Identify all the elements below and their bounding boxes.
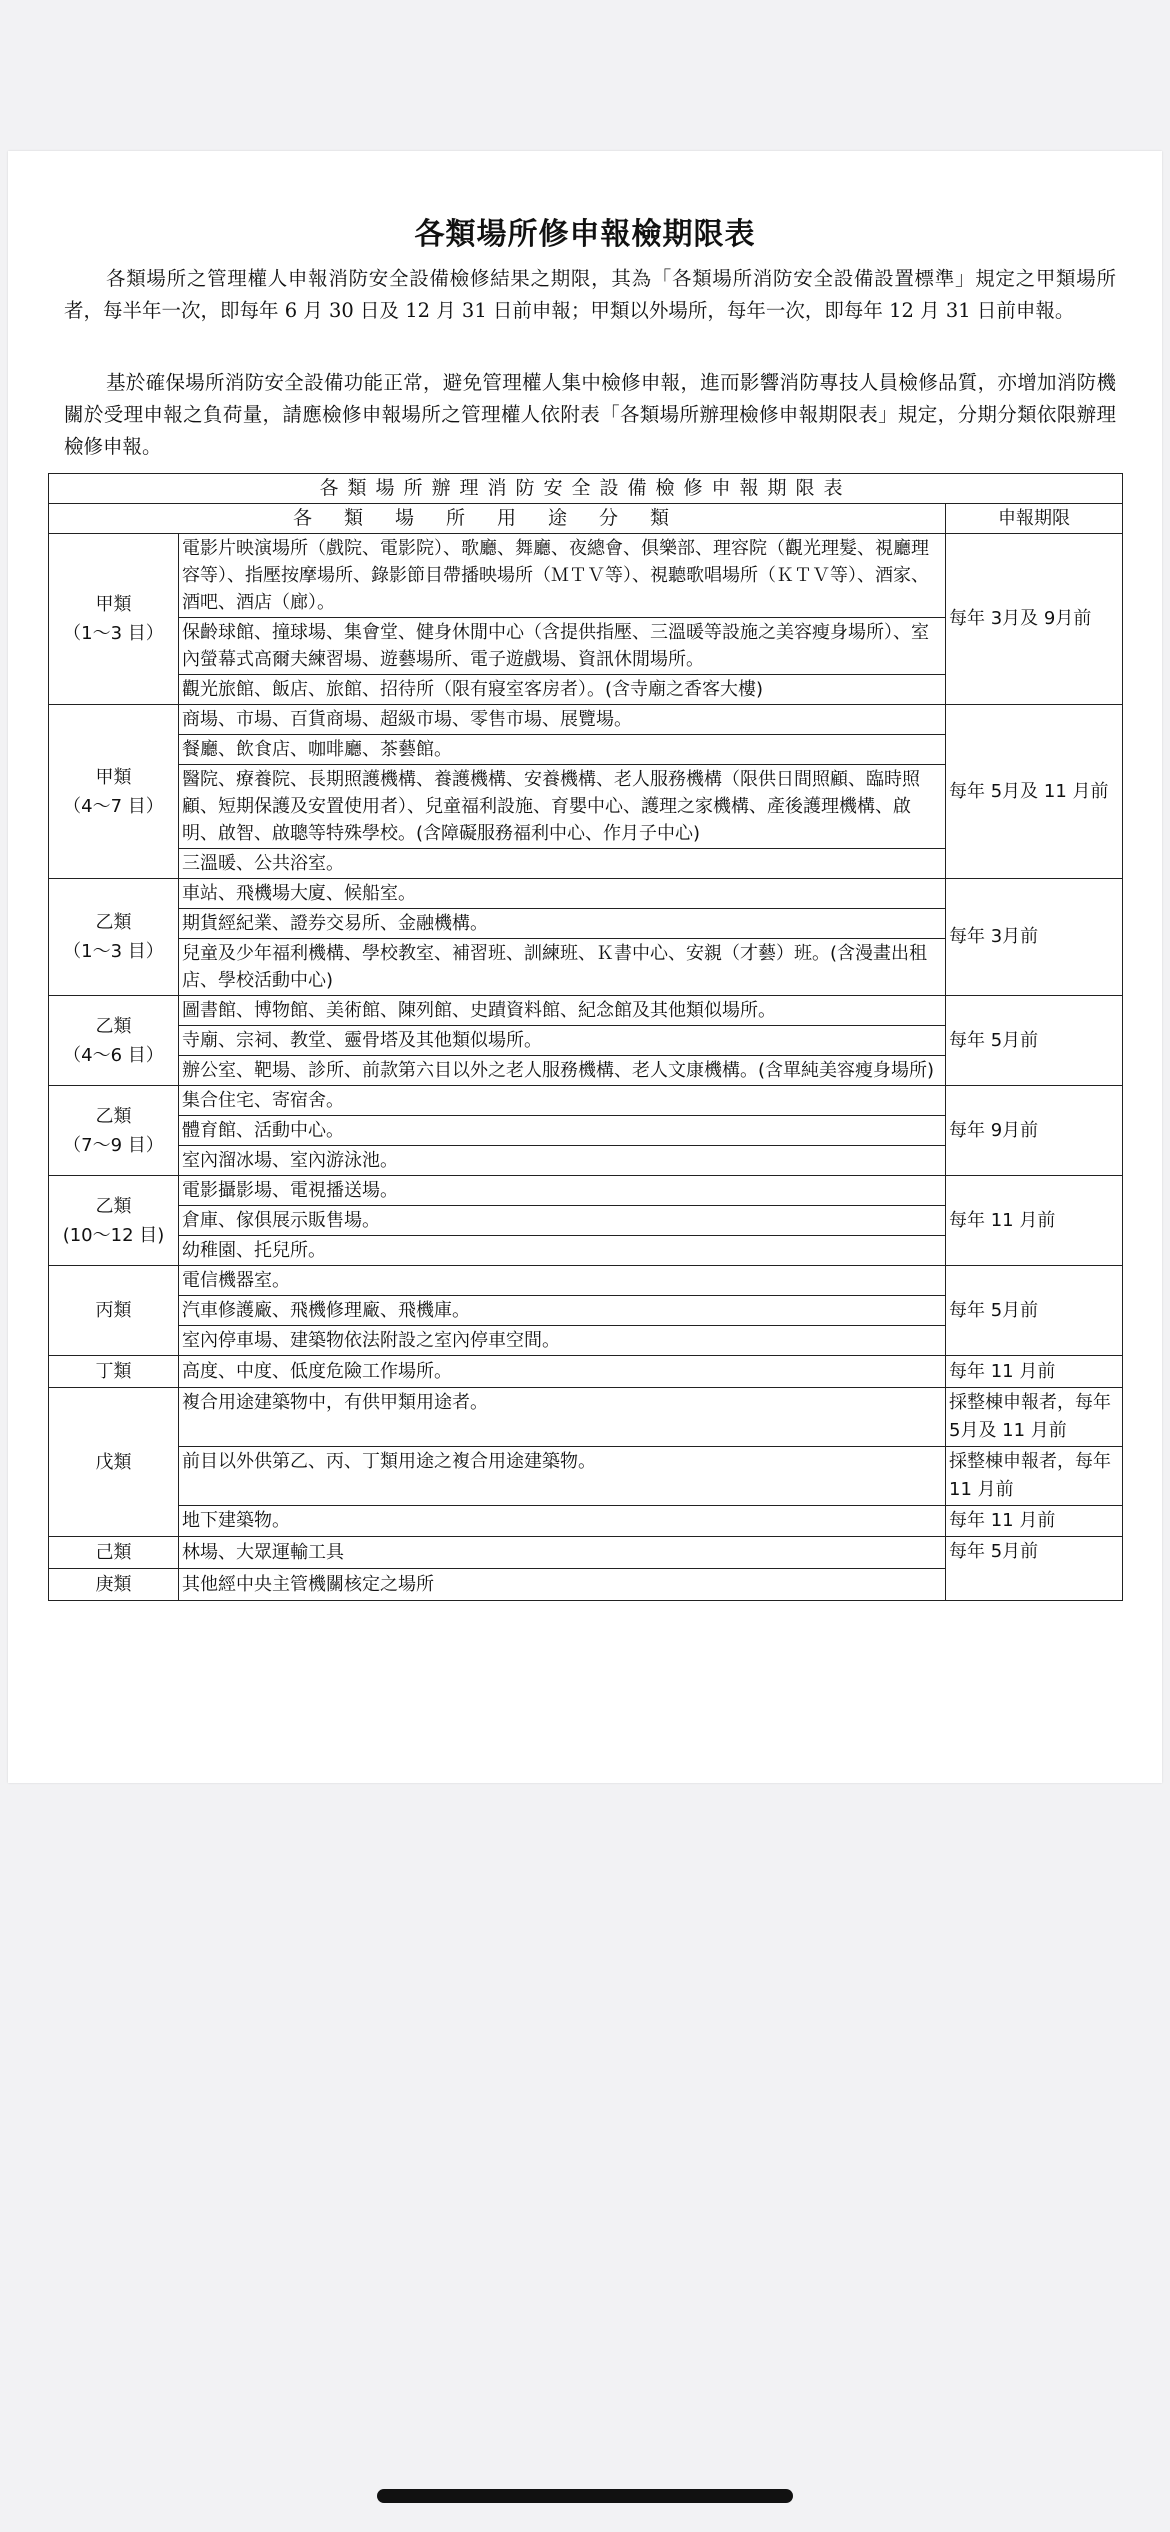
category-name: 乙類 [95,912,132,933]
use-item: 三溫暖、公共浴室。 [179,849,946,879]
use-item: 電影片映演場所（戲院、電影院）、歌廳、舞廳、夜總會、俱樂部、理容院（觀光理髮、視廳理容等）、指壓按摩場所、錄影節目帶播映場所（ＭＴＶ等）、視聽歌唱場所（ＫＴＶ等）、酒家、酒吧、酒店（廊）。 [179,534,946,618]
use-item: 電信機器室。 [179,1266,946,1296]
use-item: 體育館、活動中心。 [179,1116,946,1146]
category-cell [49,1176,179,1266]
use-item: 倉庫、傢俱展示販售場。 [179,1206,946,1236]
use-item: 車站、飛機場大廈、候船室。 [179,879,946,909]
deadline-cell: 採整棟申報者，每年 5月及 11 月前 [946,1388,1123,1447]
category-range: （4～7 目） [63,795,164,817]
table-row [49,1537,1123,1569]
category-cell [49,705,179,879]
table-row [49,1506,1123,1537]
category-name: 丁類 [95,1361,132,1382]
column-header-deadline: 申報期限 [946,504,1123,534]
use-item: 兒童及少年福利機構、學校教室、補習班、訓練班、Ｋ書中心、安親（才藝）班。(含漫畫出租店、學校活動中心) [179,939,946,996]
deadline-cell: 每年 5月前 [946,1266,1123,1356]
category-name: 乙類 [95,1015,132,1037]
table-caption: 各類場所辦理消防安全設備檢修申報期限表 [49,474,1123,504]
home-indicator[interactable] [377,2489,793,2503]
deadline-cell: 每年 5月前 [946,1537,1123,1601]
deadline-cell: 每年 11 月前 [946,1506,1123,1537]
category-cell [49,534,179,705]
use-item: 其他經中央主管機關核定之場所 [179,1569,946,1601]
deadline-cell: 每年 9月前 [946,1086,1123,1176]
category-range: （7～9 目） [63,1134,164,1156]
table-row [49,1266,1123,1296]
category-cell: 己類 [49,1537,179,1569]
use-item: 室內溜冰場、室內游泳池。 [179,1146,946,1176]
category-name: 丙類 [95,1300,132,1321]
table-row [49,996,1123,1026]
use-item: 餐廳、飲食店、咖啡廳、茶藝館。 [179,735,946,765]
use-item: 寺廟、宗祠、教堂、靈骨塔及其他類似場所。 [179,1026,946,1056]
use-item: 集合住宅、寄宿舍。 [179,1086,946,1116]
category-cell [49,1086,179,1176]
use-item: 辦公室、靶場、診所、前款第六目以外之老人服務機構、老人文康機構。(含單純美容瘦身場所) [179,1056,946,1086]
use-item: 地下建築物。 [179,1506,946,1537]
table-row [49,1356,1123,1388]
deadline-cell: 每年 5月及 11 月前 [946,705,1123,879]
table-row [49,1447,1123,1506]
category-cell [49,1356,179,1388]
use-item: 前目以外供第乙、丙、丁類用途之複合用途建築物。 [179,1447,946,1506]
document-title: 各類場所修申報檢期限表 [414,217,756,252]
deadline-cell: 每年 11 月前 [946,1356,1123,1388]
category-cell [49,996,179,1086]
deadline-cell: 每年 11 月前 [946,1176,1123,1266]
table-row [49,534,1123,618]
table-row [49,705,1123,735]
category-name: 甲類 [95,766,132,788]
use-item: 幼稚園、托兒所。 [179,1236,946,1266]
deadline-cell: 每年 5月前 [946,996,1123,1086]
use-item: 醫院、療養院、長期照護機構、養護機構、安養機構、老人服務機構（限供日間照顧、臨時照顧、短期保護及安置使用者）、兒童福利設施、育嬰中心、護理之家機構、產後護理機構、啟明、啟智、啟聰等特殊學校。(含障礙服務福利中心、作月子中心) [179,765,946,849]
use-item: 期貨經紀業、證券交易所、金融機構。 [179,909,946,939]
column-header-use: 各類場所用途分類 [49,504,946,534]
category-range: （4～6 目） [63,1044,164,1066]
category-cell [49,1266,179,1356]
category-range: (10～12 目) [62,1224,165,1246]
document-page [8,151,1162,1783]
deadline-cell: 每年 3月前 [946,879,1123,996]
deadline-table [48,473,1123,1601]
table-row [49,1086,1123,1116]
category-range: （1～3 目） [63,623,164,644]
deadline-cell: 採整棟申報者，每年 11 月前 [946,1447,1123,1506]
use-item: 圖書館、博物館、美術館、陳列館、史蹟資料館、紀念館及其他類似場所。 [179,996,946,1026]
use-item: 電影攝影場、電視播送場。 [179,1176,946,1206]
category-name: 甲類 [95,594,132,615]
table-row [49,1388,1123,1447]
category-cell: 戊類 [49,1388,179,1537]
use-item: 汽車修護廠、飛機修理廠、飛機庫。 [179,1296,946,1326]
paragraph-2: 基於確保場所消防安全設備功能正常，避免管理權人集中檢修申報，進而影響消防專技人員檢修品質，亦增加消防機關於受理申報之負荷量，請應檢修申報場所之管理權人依附表「各類場所辦理檢修申報期限表」規定，分期分類依限辦理檢修申報。 [64,371,1116,458]
use-item: 商場、市場、百貨商場、超級市場、零售市場、展覽場。 [179,705,946,735]
use-item: 觀光旅館、飯店、旅館、招待所（限有寢室客房者）。(含寺廟之香客大樓) [179,675,946,705]
category-name: 乙類 [95,1195,132,1217]
deadline-cell: 每年 3月及 9月前 [946,534,1123,705]
category-range: （1～3 目） [63,941,164,962]
use-item: 林場、大眾運輸工具 [179,1537,946,1569]
category-cell: 庚類 [49,1569,179,1601]
table-row [49,879,1123,909]
use-item: 複合用途建築物中，有供甲類用途者。 [179,1388,946,1447]
use-item: 室內停車場、建築物依法附設之室內停車空間。 [179,1326,946,1356]
paragraph-1: 各類場所之管理權人申報消防安全設備檢修結果之期限，其為「各類場所消防安全設備設置標準」規定之甲類場所者，每半年一次，即每年 6 月 30 日及 12 月 31 日前申報；甲類以外場所，每年一次，即每年 12 月 31 日前申報。 [64,267,1116,322]
category-cell [49,879,179,996]
use-item: 保齡球館、撞球場、集會堂、健身休閒中心（含提供指壓、三溫暖等設施之美容瘦身場所）、室內螢幕式高爾夫練習場、遊藝場所、電子遊戲場、資訊休閒場所。 [179,618,946,675]
table-row [49,1176,1123,1206]
use-item: 高度、中度、低度危險工作場所。 [179,1356,946,1388]
category-name: 乙類 [95,1105,132,1127]
